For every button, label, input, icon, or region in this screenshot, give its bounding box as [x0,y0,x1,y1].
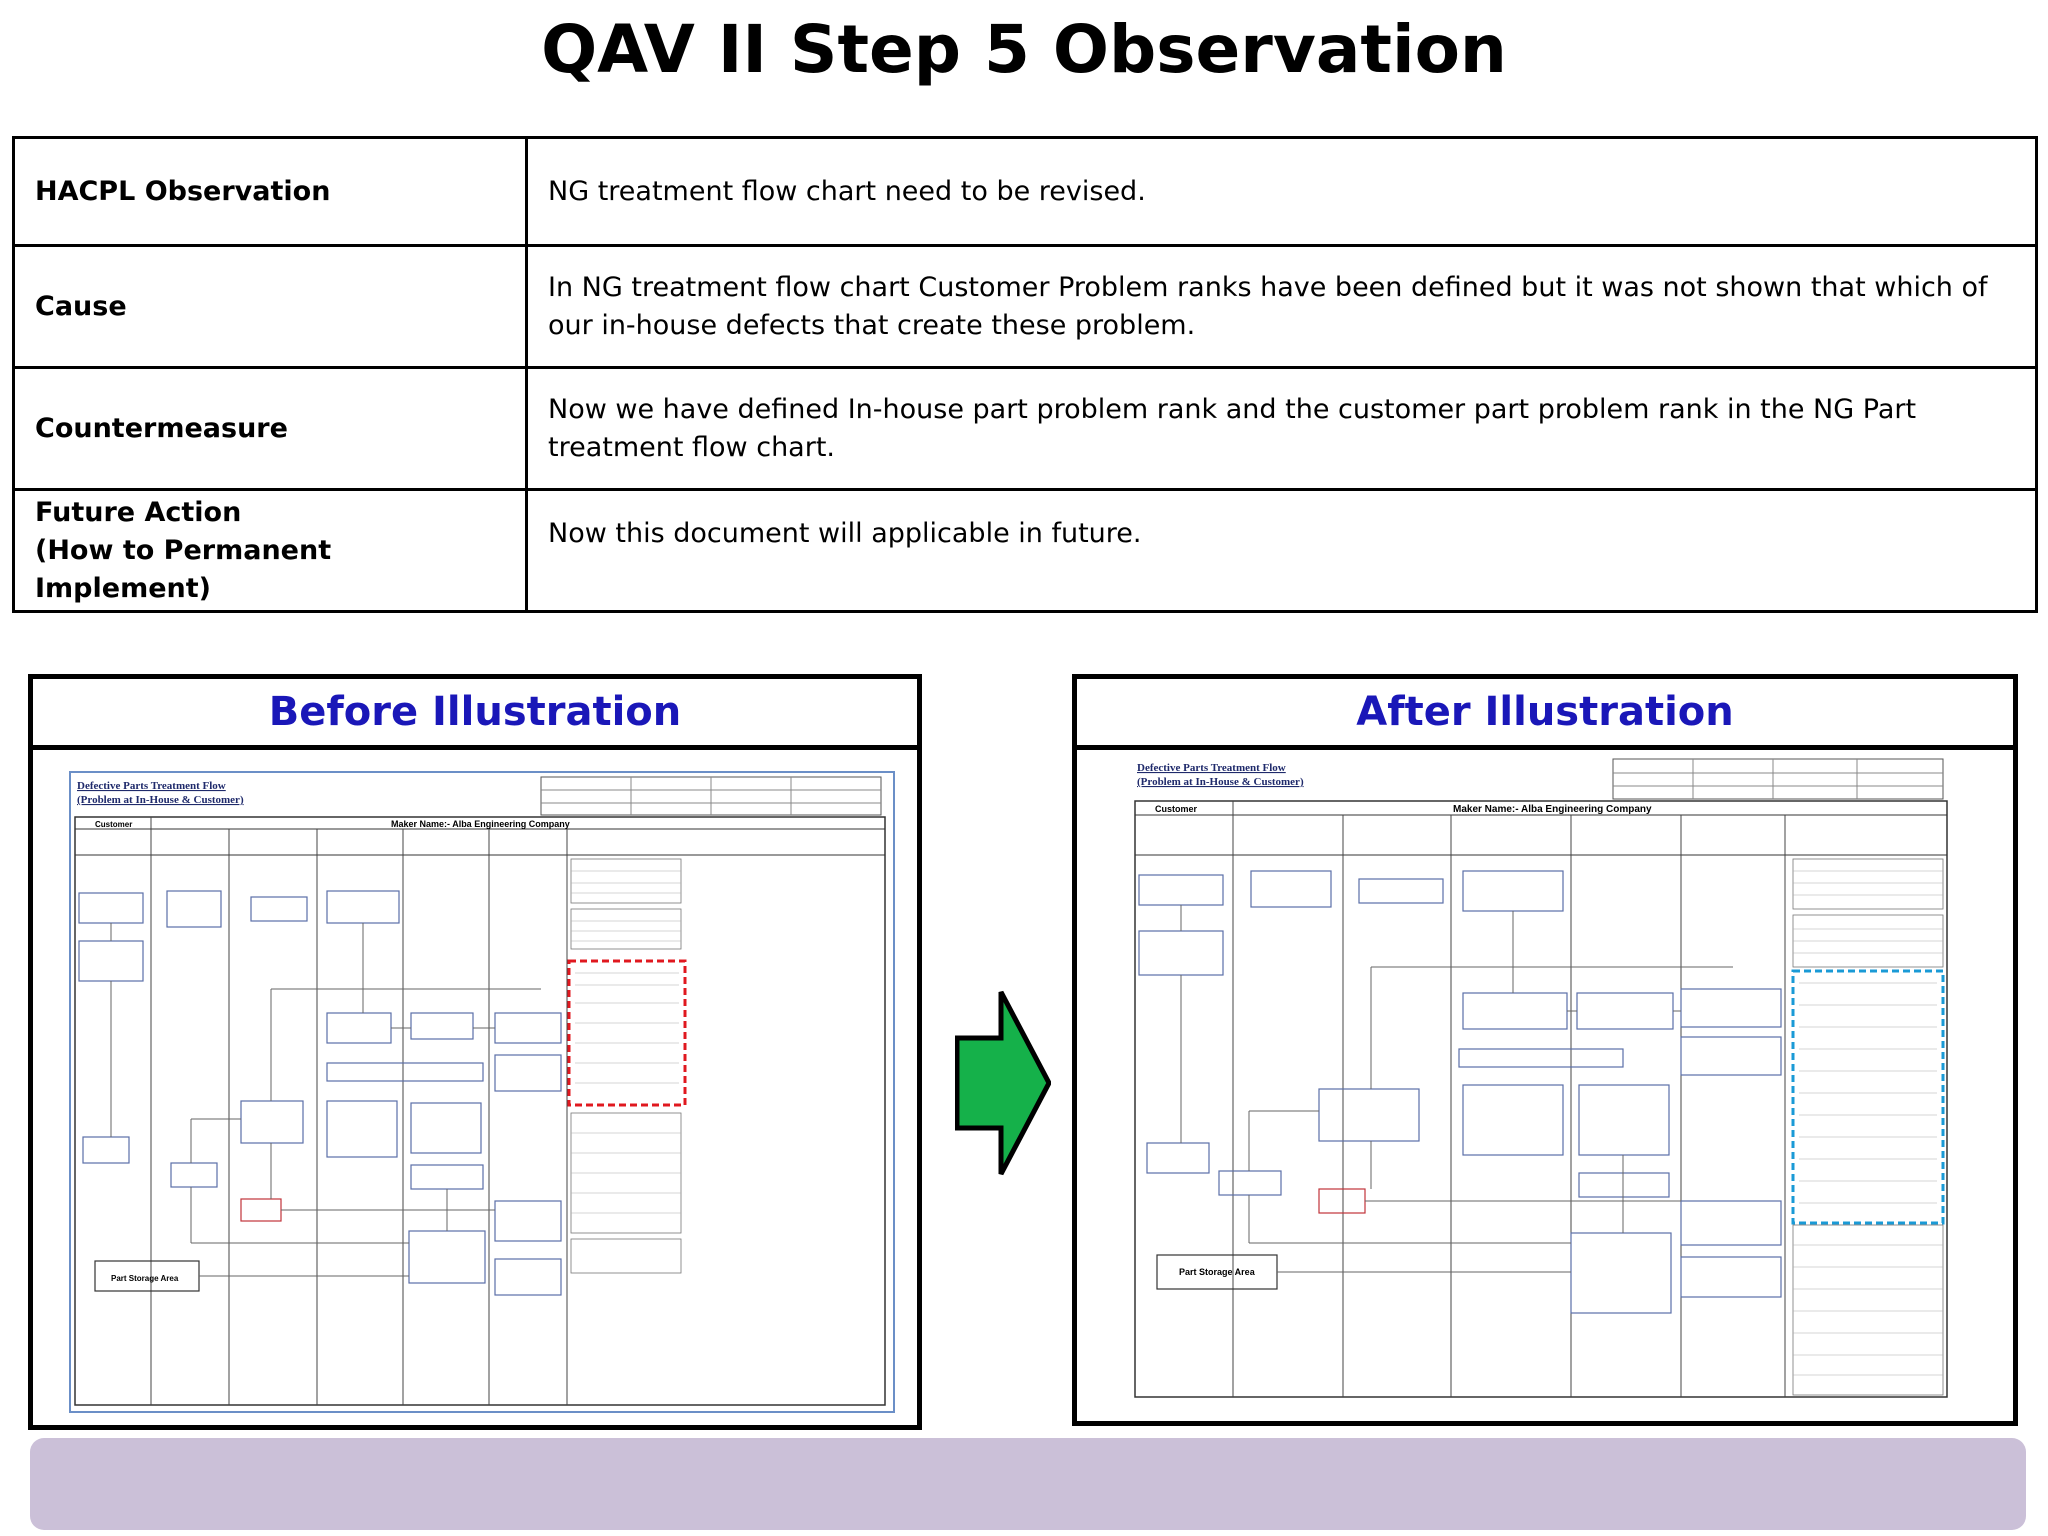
after-flowchart-svg [1133,755,1953,1405]
before-heading: Before Illustration [33,679,917,750]
after-doc-subtitle: (Problem at In-House & Customer) [1137,776,1304,788]
after-doc-title: Defective Parts Treatment Flow [1137,762,1286,774]
after-heading: After Illustration [1077,679,2013,750]
future-action-label: Future Action [35,496,242,528]
after-flowchart-image [1133,755,1953,1405]
before-doc-title: Defective Parts Treatment Flow [77,780,226,792]
before-flowchart-image [69,771,895,1413]
observation-table [12,136,2038,613]
table-row [14,138,2037,246]
after-storage-label: Part Storage Area [1179,1267,1255,1277]
row-label-future-action [14,490,527,612]
row-label-observation: HACPL Observation [14,138,527,246]
row-text-countermeasure: Now we have defined In-house part problem rank and the customer part problem rank in the NG Part treatment flow chart. [527,368,2037,490]
before-doc-subtitle: (Problem at In-House & Customer) [77,794,244,806]
before-highlight-box [569,961,685,1105]
row-text-observation: NG treatment flow chart need to be revised. [527,138,2037,246]
row-text-future-action: Now this document will applicable in future. [527,490,2037,612]
after-panel [1072,674,2018,1426]
after-maker-name: Maker Name:- Alba Engineering Company [1453,804,1652,815]
before-flowchart-svg [71,773,893,1411]
footer-bar [30,1438,2026,1530]
row-label-cause: Cause [14,246,527,368]
table-row [14,368,2037,490]
after-highlight-box [1793,971,1943,1223]
page-title: QAV II Step 5 Observation [541,11,1507,88]
right-arrow-icon [955,990,1051,1176]
row-text-cause: In NG treatment flow chart Customer Problem ranks have been defined but it was not shown that which of our in-house defects that create these problem. [527,246,2037,368]
row-label-countermeasure: Countermeasure [14,368,527,490]
before-storage-label: Part Storage Area [111,1274,179,1283]
table-row [14,490,2037,612]
future-action-sublabel: (How to Permanent Implement) [35,534,332,604]
after-customer-col: Customer [1155,804,1198,814]
before-maker-name: Maker Name:- Alba Engineering Company [391,819,570,829]
table-row [14,246,2037,368]
before-panel [28,674,922,1430]
before-customer-col: Customer [95,820,133,829]
